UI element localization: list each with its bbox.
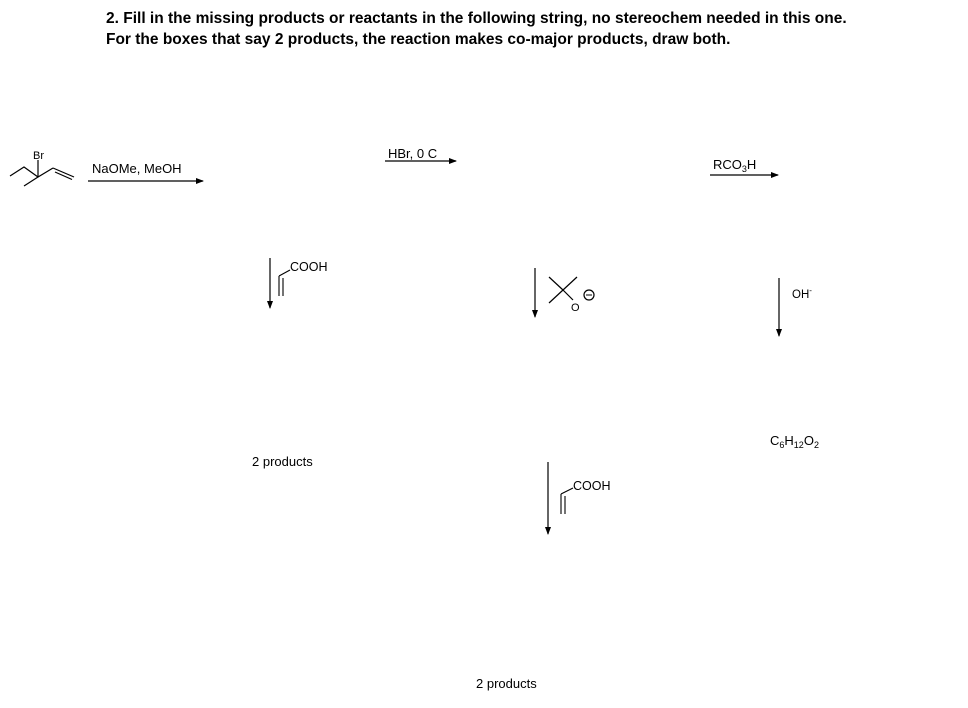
formula-c: C — [770, 433, 780, 448]
peracid-subscript: 3 — [741, 164, 747, 174]
acid-reagent-2-structure — [561, 488, 573, 514]
formula-h: H — [784, 433, 794, 448]
two-products-bottom: 2 products — [476, 676, 537, 691]
reagent-step-1: NaOMe, MeOH — [92, 161, 182, 176]
carboxyl-label-2: COOH — [573, 479, 611, 493]
formula-h-sub: 12 — [793, 440, 804, 450]
hydroxide-charge: - — [809, 286, 812, 295]
tert-butoxide-structure — [549, 277, 594, 303]
starting-material-structure — [10, 160, 74, 186]
carboxyl-label-1: COOH — [290, 260, 328, 274]
acid-reagent-1-structure — [279, 270, 290, 296]
molecular-formula — [770, 433, 819, 448]
hydroxide-main: OH — [792, 289, 810, 301]
formula-c-sub: 6 — [779, 440, 785, 450]
instruction-line-2: For the boxes that say 2 products, the reaction makes co-major products, draw both. — [106, 31, 731, 48]
peracid-tail: H — [746, 157, 757, 172]
two-products-left: 2 products — [252, 454, 313, 469]
formula-o: O — [803, 433, 814, 448]
instruction-line-1: 2. Fill in the missing products or reactants in the following string, no stereochem needed in this one. — [106, 10, 847, 27]
peracid-main: RCO — [713, 157, 742, 172]
bromine-label: Br — [33, 150, 44, 162]
hydroxide-reagent — [792, 286, 812, 301]
formula-o-sub: 2 — [813, 440, 819, 450]
alkoxide-oxygen-label: O — [571, 302, 580, 314]
reagent-step-2: HBr, 0 C — [388, 146, 438, 161]
reagent-step-3 — [713, 157, 756, 172]
